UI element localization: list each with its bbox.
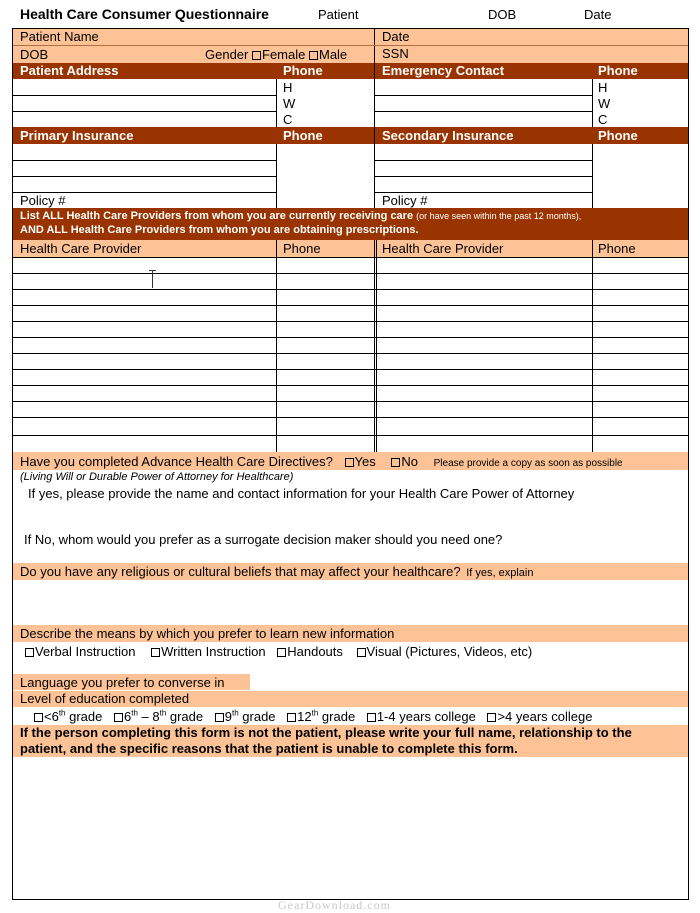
provider-label-right: Health Care Provider bbox=[382, 241, 504, 256]
directives-if-no: If No, whom would you prefer as a surrogate decision maker should you need one? bbox=[24, 532, 503, 547]
emergency-phone-work: W bbox=[598, 96, 611, 111]
address-phone-work: W bbox=[283, 96, 296, 111]
watermark: GearDownload.com bbox=[278, 898, 391, 912]
header-patient-label: Patient bbox=[318, 7, 359, 22]
providers-instruction-note: (or have seen within the past 12 months), bbox=[416, 211, 582, 221]
form-title: Health Care Consumer Questionnaire bbox=[20, 6, 269, 22]
providers-instruction-line2: AND ALL Health Care Providers from whom you are obtaining prescriptions. bbox=[20, 224, 419, 236]
education-6-8-checkbox[interactable] bbox=[114, 713, 123, 722]
primary-insurance-label: Primary Insurance bbox=[20, 128, 134, 143]
completion-note-line1: If the person completing this form is not the patient, please write your full name, relationship to the bbox=[20, 725, 632, 740]
verbal-checkbox[interactable] bbox=[25, 648, 34, 657]
secondary-insurance-label: Secondary Insurance bbox=[382, 128, 514, 143]
verbal-label: Verbal Instruction bbox=[35, 644, 136, 659]
education-12-checkbox[interactable] bbox=[287, 713, 296, 722]
written-checkbox[interactable] bbox=[151, 648, 160, 657]
language-label: Language you prefer to converse in bbox=[20, 675, 225, 690]
dob-label: DOB bbox=[20, 47, 49, 62]
handouts-label: Handouts bbox=[287, 644, 343, 659]
completion-note-field[interactable] bbox=[14, 758, 686, 898]
education-college-checkbox[interactable] bbox=[367, 713, 376, 722]
learning-options bbox=[25, 644, 532, 660]
male-checkbox[interactable] bbox=[309, 51, 318, 60]
provider-label-left: Health Care Provider bbox=[20, 241, 142, 256]
address-phone-home: H bbox=[283, 80, 293, 95]
advance-directives-row bbox=[20, 454, 623, 472]
education-9-checkbox[interactable] bbox=[215, 713, 224, 722]
education-college-plus-checkbox[interactable] bbox=[487, 713, 496, 722]
emergency-contact-field[interactable] bbox=[376, 80, 590, 126]
advance-directives-question: Have you completed Advance Health Care Directives? bbox=[20, 454, 333, 469]
text-cursor bbox=[152, 270, 153, 288]
visual-checkbox[interactable] bbox=[357, 648, 366, 657]
emergency-phone-home: H bbox=[598, 80, 608, 95]
beliefs-explain: If yes, explain bbox=[466, 567, 534, 579]
emergency-contact-label: Emergency Contact bbox=[382, 63, 505, 78]
ssn-label: SSN bbox=[382, 46, 409, 61]
address-phone-label: Phone bbox=[283, 63, 323, 78]
address-phone-cell: C bbox=[283, 112, 293, 127]
date-label: Date bbox=[382, 29, 410, 44]
male-label: Male bbox=[318, 47, 348, 62]
emergency-phone-cell: C bbox=[598, 112, 608, 127]
education-lt6-checkbox[interactable] bbox=[34, 713, 43, 722]
surrogate-field[interactable] bbox=[14, 548, 686, 562]
provider-phone-label-left: Phone bbox=[283, 241, 321, 256]
directives-copy-note: Please provide a copy as soon as possible bbox=[433, 458, 623, 469]
directives-no-checkbox[interactable] bbox=[391, 458, 400, 467]
power-of-attorney-field[interactable] bbox=[14, 503, 686, 529]
gender-label: Gender bbox=[205, 47, 249, 62]
provider-phone-label-right: Phone bbox=[598, 241, 636, 256]
patient-info-band bbox=[13, 29, 688, 63]
directives-yes-checkbox[interactable] bbox=[345, 458, 354, 467]
beliefs-question: Do you have any religious or cultural beliefs that may affect your healthcare? bbox=[20, 564, 461, 579]
beliefs-row bbox=[20, 564, 533, 581]
directives-yes-label: Yes bbox=[354, 454, 376, 469]
header-dob-label: DOB bbox=[488, 7, 517, 22]
secondary-policy-label: Policy # bbox=[382, 193, 428, 208]
written-label: Written Instruction bbox=[161, 644, 266, 659]
handouts-checkbox[interactable] bbox=[277, 648, 286, 657]
completion-note-line2: patient, and the specific reasons that the patient is unable to complete this form. bbox=[20, 741, 518, 756]
secondary-insurance-field[interactable] bbox=[376, 145, 590, 207]
secondary-phone-label: Phone bbox=[598, 128, 638, 143]
directives-no-label: No bbox=[401, 454, 418, 469]
patient-address-field[interactable] bbox=[14, 80, 274, 126]
beliefs-field[interactable] bbox=[14, 581, 686, 624]
education-label: Level of education completed bbox=[20, 691, 190, 706]
language-field[interactable] bbox=[252, 674, 686, 690]
emergency-phone-label: Phone bbox=[598, 63, 638, 78]
patient-name-label: Patient Name bbox=[20, 29, 99, 44]
female-checkbox[interactable] bbox=[252, 51, 261, 60]
learning-question: Describe the means by which you prefer to learn new information bbox=[20, 626, 395, 641]
providers-table-area[interactable] bbox=[14, 258, 686, 451]
gender-field bbox=[205, 47, 347, 63]
education-options: <6th grade 6th – 8th grade 9th grade 12th grade 1-4 years college >4 years college bbox=[34, 709, 592, 725]
primary-policy-label: Policy # bbox=[20, 193, 66, 208]
directives-if-yes: If yes, please provide the name and contact information for your Health Care Power of Attorney bbox=[28, 486, 575, 501]
directives-sub-note: (Living Will or Durable Power of Attorney for Healthcare) bbox=[20, 471, 294, 483]
providers-instruction: List ALL Health Care Providers from whom you are currently receiving care (or have seen within the past 12 months), bbox=[20, 210, 582, 222]
primary-insurance-field[interactable] bbox=[14, 145, 274, 207]
patient-address-label: Patient Address bbox=[20, 63, 119, 78]
female-label: Female bbox=[262, 47, 306, 62]
visual-label: Visual (Pictures, Videos, etc) bbox=[366, 644, 533, 659]
primary-phone-label: Phone bbox=[283, 128, 323, 143]
header-date-label: Date bbox=[584, 7, 612, 22]
